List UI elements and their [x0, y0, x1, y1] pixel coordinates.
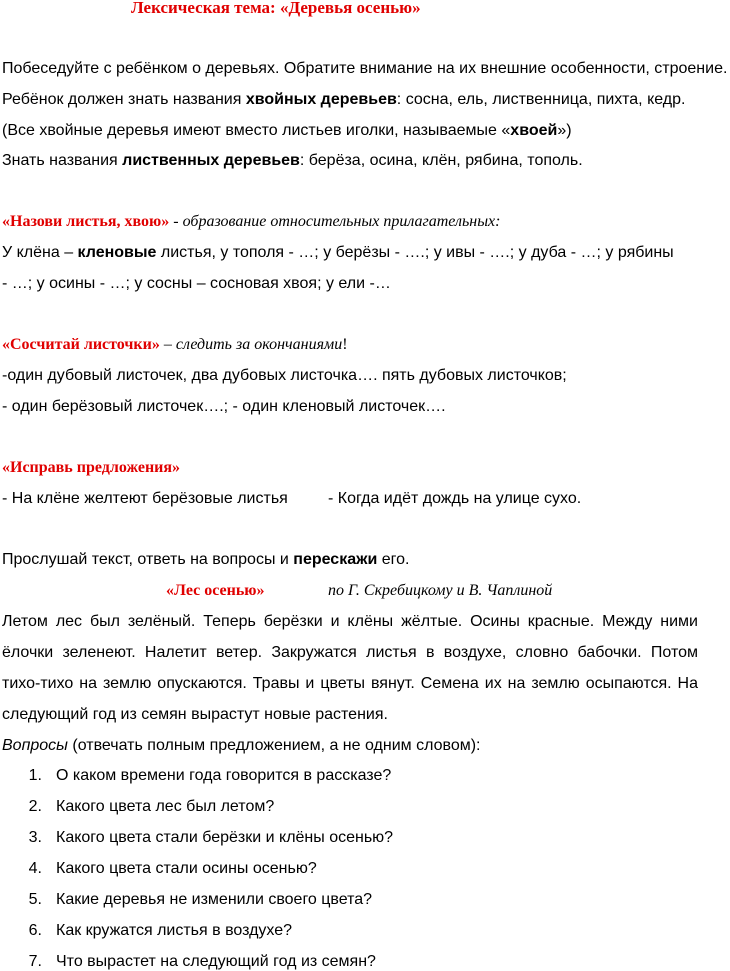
story-title-text: «Лес осенью»: [166, 582, 265, 599]
intro-line-1: [2, 59, 727, 79]
story-author: [328, 581, 552, 601]
question-number: 1.: [28, 767, 42, 784]
game-1-line-1: [2, 243, 674, 263]
question-text: Как кружатся листья в воздухе?: [56, 922, 293, 939]
question-number: 6.: [28, 922, 42, 939]
sentence-2: - Когда идёт дождь на улице сухо.: [328, 490, 582, 507]
instruction-text: его.: [377, 551, 410, 568]
story-author-text: по Г. Скребицкому и В. Чаплиной: [328, 582, 553, 599]
story-text-line-1: Летом лес был зелёный. Теперь берёзки и клёны жёлтые. Осины красные. Между ними: [2, 613, 698, 630]
question-item: [0, 797, 730, 817]
game-1-subtitle: - образование относительных прилагательных:: [169, 213, 501, 230]
sentence-1: - На клёне желтеют берёзовые листья: [2, 490, 288, 507]
question-item: [0, 828, 730, 848]
question-number: 4.: [28, 860, 42, 877]
question-number: 5.: [28, 891, 42, 908]
intro-text: : берёза, осина, клён, рябина, тополь.: [299, 152, 583, 169]
page-title: Лексическая тема: «Деревья осенью»: [131, 0, 421, 17]
game-2-line-1: [2, 366, 567, 386]
question-text: Что вырастет на следующий год из семян?: [56, 953, 376, 970]
game-1-text: листья, у тополя - …; у берёзы - ….; у ивы - ….; у дуба - …; у рябины: [156, 244, 674, 261]
story-text-line-2: ёлочки зеленеют. Налетит ветер. Закружатся листья в воздухе, словно бабочки. Потом: [2, 644, 698, 661]
questions-label: Вопросы: [2, 737, 68, 754]
questions-note: (отвечать полным предложением, а не одним словом):: [67, 737, 481, 754]
questions-heading: [2, 736, 480, 756]
question-text: Какие деревья не изменили своего цвета?: [56, 891, 373, 908]
game-3-title: «Исправь предложения»: [2, 459, 181, 476]
question-item: [0, 921, 730, 941]
question-number: 3.: [28, 829, 42, 846]
intro-line-4: [2, 151, 583, 171]
story-text-line-4: следующий год из семян вырастут новые растения.: [2, 706, 388, 723]
game-1-title: «Назови листья, хвою»: [2, 213, 170, 230]
intro-line-3: [2, 121, 572, 141]
question-text: Какого цвета лес был летом?: [56, 798, 275, 815]
game-3-sentences: [2, 489, 288, 509]
game-1-heading: [2, 212, 500, 232]
question-text: Какого цвета стали осины осенью?: [56, 860, 317, 877]
retell-instruction: [2, 550, 409, 570]
intro-text: : сосна, ель, лиственница, пихта, кедр.: [396, 91, 686, 108]
instruction-text: Прослушай текст, ответь на вопросы и: [2, 551, 294, 568]
question-item: [0, 859, 730, 879]
intro-line-2: [2, 90, 685, 110]
question-text: О каком времени года говорится в рассказе?: [56, 767, 392, 784]
question-item: [0, 890, 730, 910]
question-number: 2.: [28, 798, 42, 815]
game-3-sentence-2: [328, 489, 581, 509]
question-text: Какого цвета стали берёзки и клёны осенью?: [56, 829, 394, 846]
game-1-line-2: [2, 274, 391, 294]
story-text-line-3: тихо-тихо на землю опускаются. Травы и цветы вянут. Семена их на землю осыпаются. На: [2, 675, 698, 692]
game-2-text: -один дубовый листочек, два дубовых листочка…. пять дубовых листочков;: [2, 367, 567, 384]
intro-text: (Все хвойные деревья имеют вместо листьев иголки, называемые «: [2, 122, 511, 139]
intro-text: Ребёнок должен знать названия: [2, 91, 246, 108]
game-1-text: - …; у осины - …; у сосны – сосновая хвоя; у ели -…: [2, 275, 391, 292]
game-2-title: «Сосчитай листочки»: [2, 336, 160, 353]
game-2-text: - один берёзовый листочек….; - один кленовый листочек….: [2, 398, 446, 415]
example-word: кленовые: [77, 244, 157, 261]
game-2-line-2: [2, 397, 446, 417]
game-1-text: У клёна –: [2, 244, 78, 261]
needles-term: хвоей: [510, 122, 558, 139]
game-3-heading: [2, 458, 180, 478]
game-2-heading: [2, 335, 348, 355]
game-2-subtitle: – следить за окончаниями: [159, 336, 343, 353]
story-title: [166, 581, 265, 601]
retell-term: перескажи: [293, 551, 378, 568]
game-2-subtitle-end: !: [342, 336, 348, 353]
intro-text: »): [557, 122, 572, 139]
question-item: [0, 952, 730, 971]
question-number: 7.: [28, 953, 42, 970]
question-item: [0, 766, 730, 786]
intro-text: Побеседуйте с ребёнком о деревьях. Обратите внимание на их внешние особенности, строение.: [2, 60, 728, 77]
conifer-trees-term: хвойных деревьев: [245, 91, 397, 108]
deciduous-trees-term: лиственных деревьев: [122, 152, 300, 169]
intro-text: Знать названия: [2, 152, 123, 169]
